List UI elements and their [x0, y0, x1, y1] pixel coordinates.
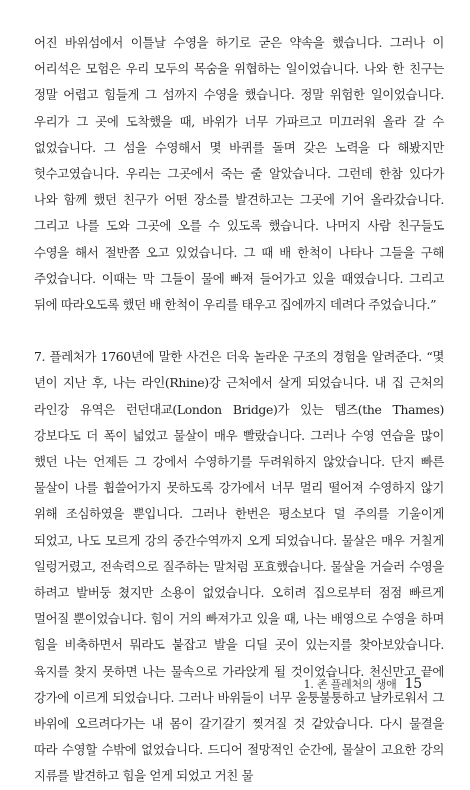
page-number: 15 [404, 676, 422, 692]
paragraph-1: 어진 바위섬에서 이틀날 수영을 하기로 굳은 약속을 했습니다. 그러나 이 어리석은 모험은 우리 모두의 목숨을 위협하는 일이었습니다. 나와 한 친구는 정말 어렵고 힘들게 그 섬까지 수영을 했습니다. 정말 위험한 일이었습니다. 우리가 그 곳에 도착했을 때, 바위가 너무 가파르고 미끄러워 올라 갈 수 없었습니다. 그 섬을 수영해서 몇 바퀴를 돌며 갖은 노력을 다 해봤지만 헛수고였습니다. 우리는 그곳에서 죽는 줄 알았습니다. 그런데 한참 있다가 나와 함께 했던 친구가 어떤 장소를 발견하고는 그곳에 기어 올라갔습니다. 그리고 나를 도와 그곳에 오를 수 있도록 했습니다. 나머지 사람 친구들도 수영을 해서 절반쯤 오고 있었습니다. 그 때 배 한척이 나타나 그들을 구해 주었습니다. 이때는 막 그들이 물에 빠져 들어가고 있을 때였습니다. 그리고 뒤에 따라오도록 했던 배 한척이 우리를 태우고 집에까지 데려다 주었습니다.” [34, 35, 444, 313]
page-footer [304, 676, 422, 692]
running-footer-chapter: 1. 존 플레처의 생애 [303, 678, 397, 691]
paragraph-2: 7. 플레처가 1760년에 말한 사건은 더욱 놀라운 구조의 경험을 알려준다. “몇 년이 지난 후, 나는 라인(Rhine)강 근처에서 살게 되었습니다. 내 집 근처의 라인강 유역은 런던대교(London Bridge)가 있는 템즈(the Thames)강보다도 더 폭이 넓었고 물살이 매우 빨랐습니다. 그러나 수영 연습을 많이 했던 나는 언제든 그 강에서 수영하기를 두려워하지 않았습니다. 단지 빠른 물살이 나를 휩쓸어가지 못하도록 강가에서 너무 멀리 떨어져 수영하지 않기 위해 조심하였을 뿐입니다. 그러나 한번은 평소보다 덜 주의를 기울이게 되었고, 나도 모르게 강의 중간수역까지 오게 되었습니다. 물살은 매우 거칠게 일렁거렸고, 전속력으로 질주하는 말처럼 포효했습니다. 물살을 거슬러 수영을 하려고 발버둥 쳤지만 소용이 없었습니다. 오히려 집으로부터 점점 빠르게 멀어질 뿐이었습니다. 힘이 거의 빠져가고 있을 때, 나는 배영으로 수영을 하며 힘을 비축하면서 뭐라도 붙잡고 발을 디딜 곳이 있는지를 찾아보았습니다. 육지를 찾지 못하면 나는 물속으로 가라앉게 될 것이었습니다. 천신만고 끝에 강가에 이르게 되었습니다. 그러나 바위들이 너무 울퉁불퉁하고 날카로워서 그 바위에 오르려다가는 내 몸이 갈기갈기 찢겨질 것 같았습니다. 다시 물결을 따라 수영할 수밖에 없었습니다. 드디어 절망적인 순간에, 물살이 고요한 강의 지류를 발견하고 힘을 얻게 되었고 거친 물 [34, 349, 444, 784]
